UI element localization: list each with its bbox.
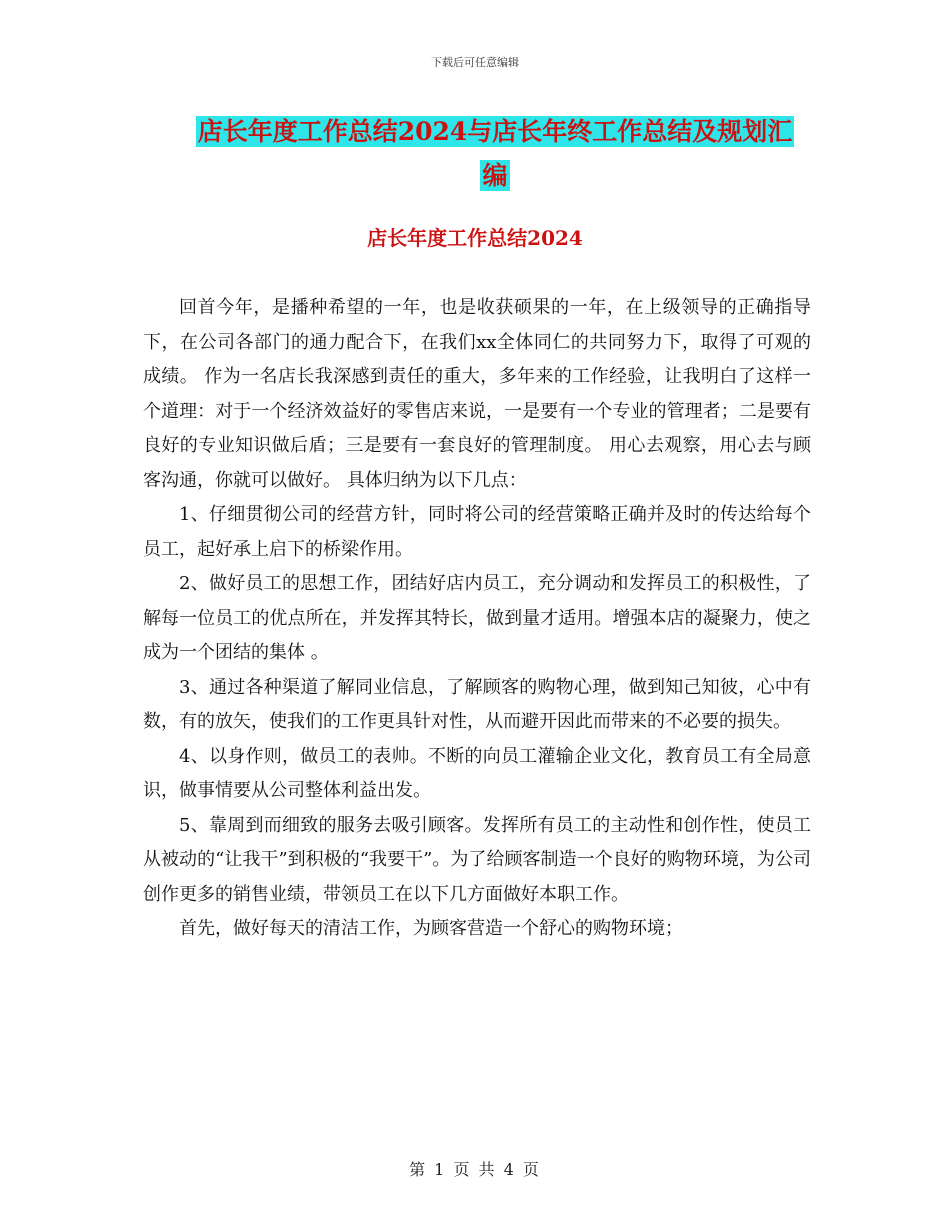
document-title-line-2: 编 xyxy=(482,161,508,190)
paragraph-intro: 回首今年，是播种希望的一年，也是收获硕果的一年，在上级领导的正确指导下，在公司各部门的通力配合下，在我们xx全体同仁的共同努力下，取得了可观的成绩。 作为一名店长我深感到责任的重大，多年来的工作经验，让我明白了这样一个道理：对于一个经济效益好的零售店来说，一是要有一个专业的管理者；二是要有良好的专业知识做后盾；三是要有一套良好的管理制度。 用心去观察，用心去与顾客沟通，你就可以做好。 具体归纳为以下几点： xyxy=(143,297,811,491)
document-title-line-1: 店长年度工作总结2024与店长年终工作总结及规划汇 xyxy=(197,117,793,146)
paragraph-point-5: 5、靠周到而细致的服务去吸引顾客。发挥所有员工的主动性和创作性，使员工从被动的“让我干”到积极的“我要干”。为了给顾客制造一个良好的购物环境，为公司创作更多的销售业绩，带领员工在以下几方面做好本职工作。 xyxy=(143,814,811,905)
paragraph-point-2: 2、做好员工的思想工作，团结好店内员工，充分调动和发挥员工的积极性，了解每一位员工的优点所在，并发挥其特长，做到量才适用。增强本店的凝聚力，使之成为一个团结的集体 。 xyxy=(143,573,811,663)
paragraph-first-task: 首先，做好每天的清洁工作，为顾客营造一个舒心的购物环境； xyxy=(179,918,683,939)
paragraph-point-3: 3、通过各种渠道了解同业信息，了解顾客的购物心理，做到知己知彼，心中有数，有的放矢，使我们的工作更具针对性，从而避开因此而带来的不必要的损失。 xyxy=(143,676,811,732)
section-title: 店长年度工作总结2024 xyxy=(367,226,583,250)
header-note: 下载后可任意编辑 xyxy=(431,56,519,69)
document-body xyxy=(143,291,811,947)
document-title xyxy=(150,110,840,198)
paragraph-point-4: 4、以身作则，做员工的表帅。不断的向员工灌输企业文化，教育员工有全局意识，做事情要从公司整体利益出发。 xyxy=(143,745,811,801)
paragraph-point-1: 1、仔细贯彻公司的经营方针，同时将公司的经营策略正确并及时的传达给每个员工，起好承上启下的桥梁作用。 xyxy=(143,504,811,560)
page-indicator: 第 1 页 共 4 页 xyxy=(409,1160,541,1179)
